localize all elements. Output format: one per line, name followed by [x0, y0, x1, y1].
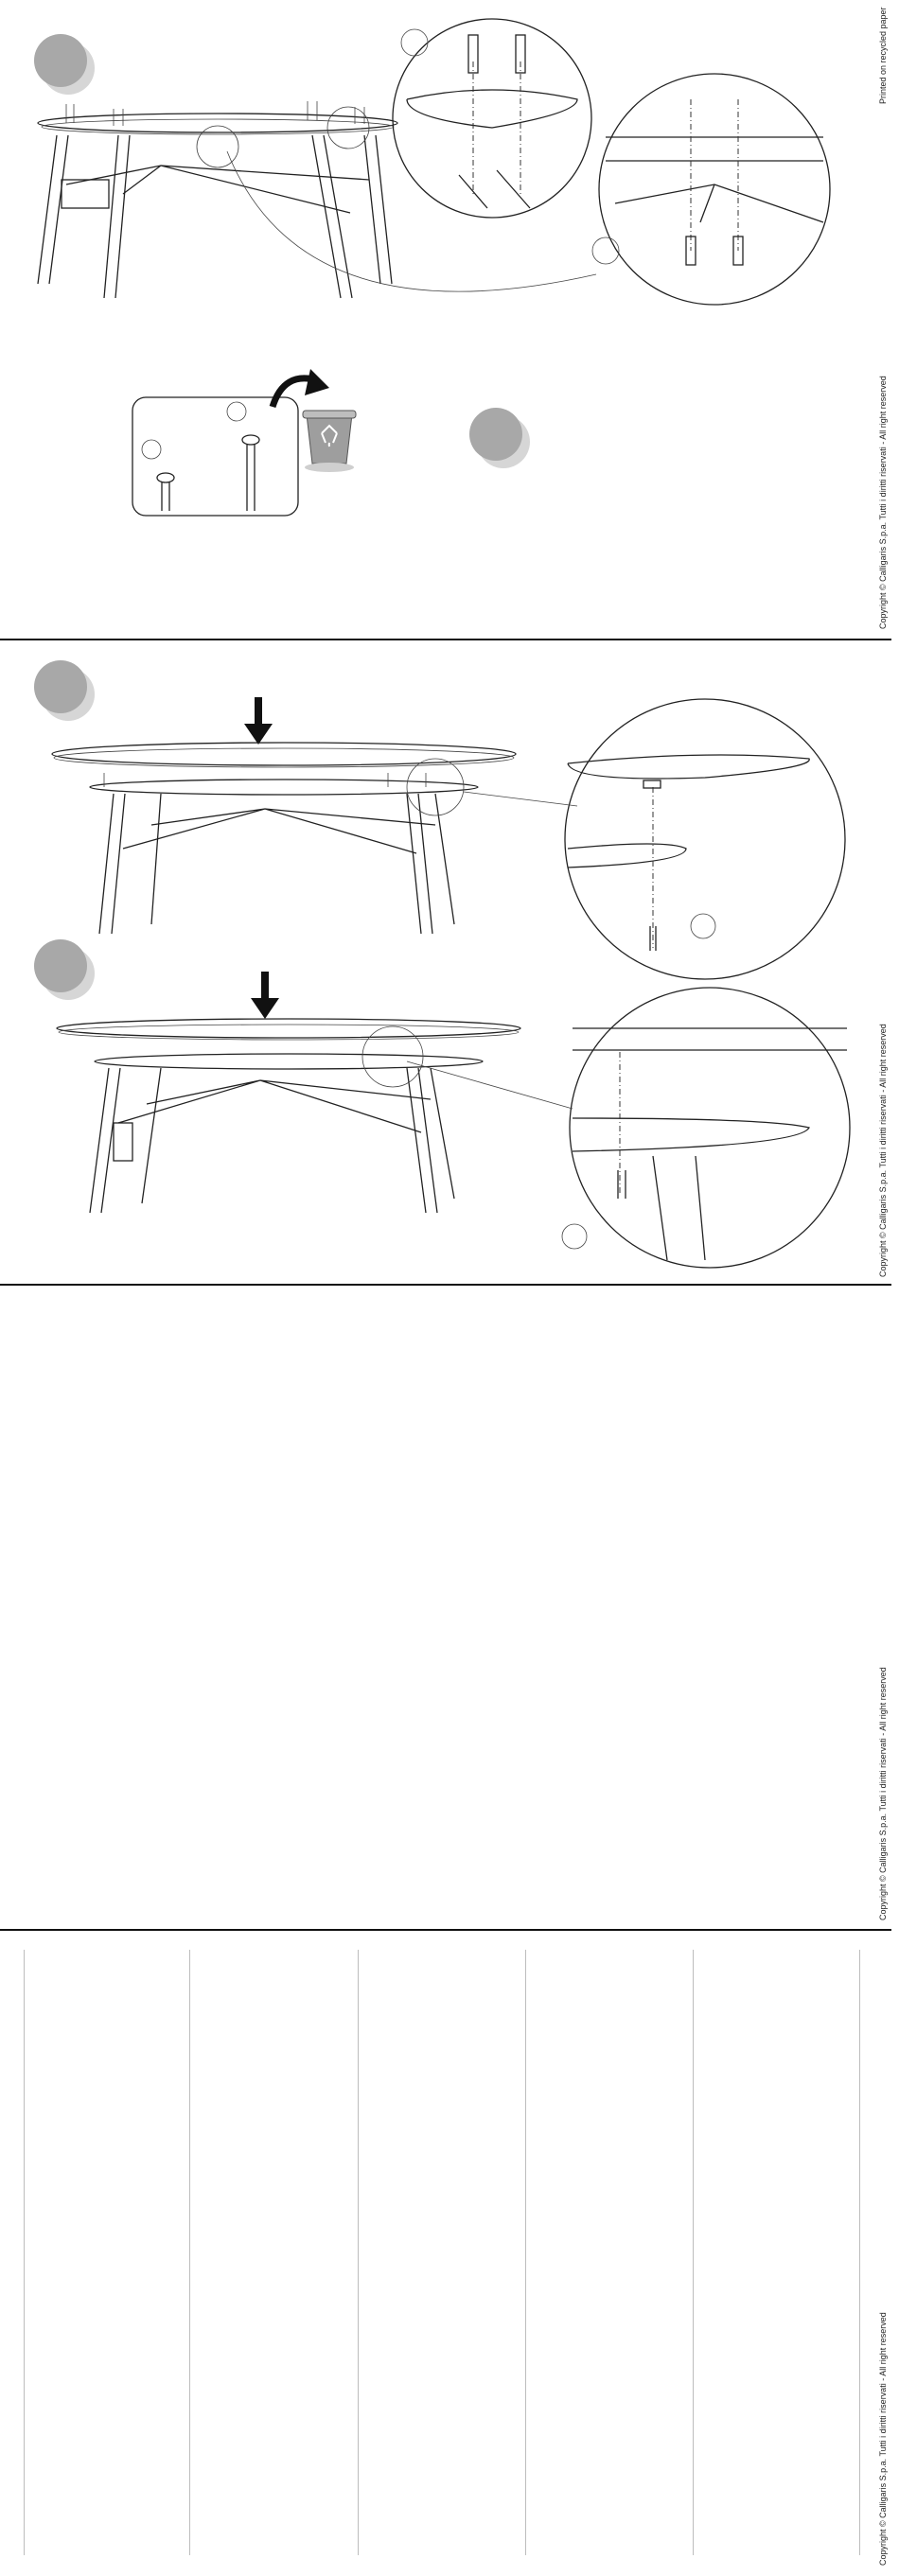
detail-connector — [189, 151, 662, 341]
section-blank — [0, 1286, 899, 1929]
column-rule — [358, 1950, 359, 2555]
recycle-bin-icon — [301, 409, 358, 475]
section-notes-columns — [0, 1931, 899, 2576]
step-badge-3 — [28, 655, 104, 730]
copyright-note-3: Copyright © Calligaris S.p.a. Tutti i diritti riservati - All right reserved — [878, 1667, 888, 1920]
recycled-paper-note: Printed on recycled paper — [878, 7, 888, 104]
section-step-3 — [0, 640, 899, 1284]
detail-connector-3 — [464, 763, 653, 820]
table-top-fixed-illustration — [52, 1009, 525, 1227]
copyright-note-1: Copyright © Calligaris S.p.a. Tutti i diritti riservati - All right reserved — [878, 376, 888, 629]
detail-connector-4 — [407, 1057, 596, 1113]
column-rule — [859, 1950, 860, 2555]
copyright-note-4: Copyright © Calligaris S.p.a. Tutti i diritti riservati - All right reserved — [878, 2312, 888, 2566]
table-top-lowering-illustration — [47, 735, 520, 943]
copyright-note-2: Copyright © Calligaris S.p.a. Tutti i diritti riservati - All right reserved — [878, 1024, 888, 1277]
section-step-1 — [0, 0, 899, 639]
step-badge-2 — [464, 402, 539, 478]
detail-circle-final-fixing — [563, 986, 856, 1270]
column-rule — [525, 1950, 526, 2555]
column-rule — [189, 1950, 190, 2555]
detail-circle-top-fixing — [563, 697, 847, 981]
column-rule — [24, 1950, 25, 2555]
column-rule — [693, 1950, 694, 2555]
step-badge-4 — [28, 934, 104, 1009]
